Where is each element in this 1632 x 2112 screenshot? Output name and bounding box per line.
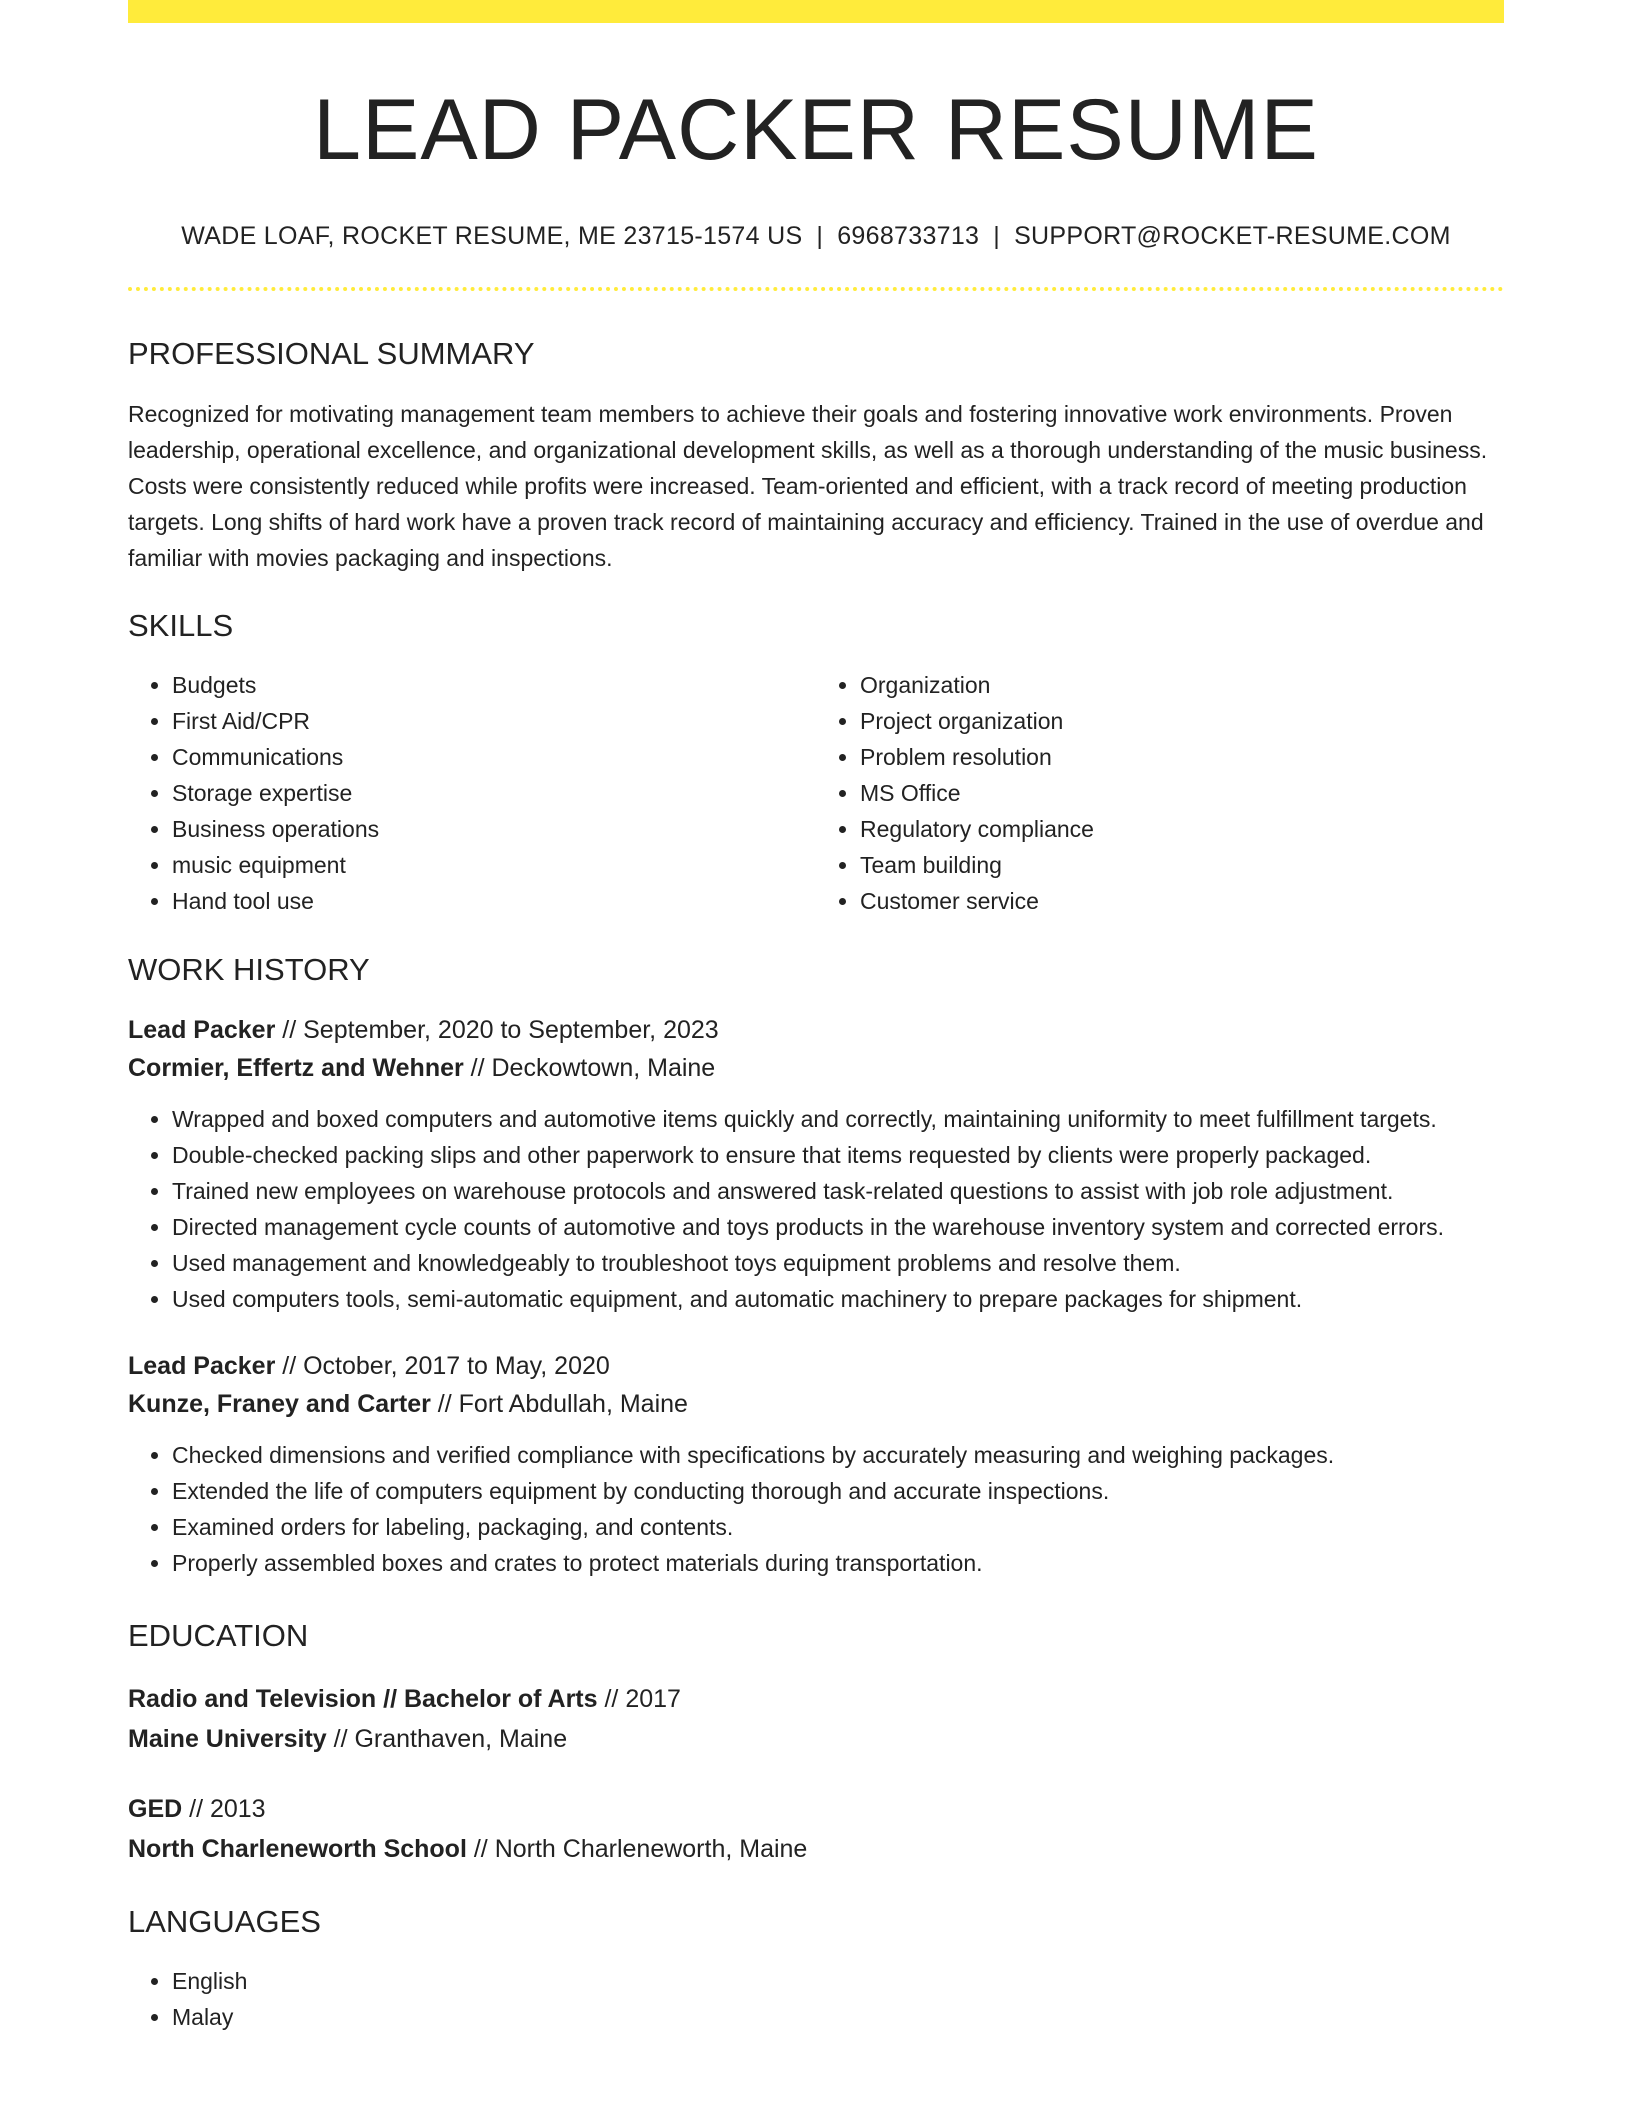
job-title: Lead Packer — [128, 1015, 276, 1044]
skill-item: • Organization — [860, 667, 1504, 703]
job-bullet: • Trained new employees on warehouse protocols and answered task-related questions to assist with job role adjustment. — [172, 1173, 1504, 1209]
contact-separator: | — [993, 221, 1001, 250]
language-item: • English — [172, 1963, 1504, 1999]
skill-item: • Customer service — [860, 883, 1504, 919]
skill-item: • music equipment — [172, 847, 816, 883]
skill-item: • Budgets — [172, 667, 816, 703]
skill-item: • MS Office — [860, 775, 1504, 811]
skill-item: • Hand tool use — [172, 883, 816, 919]
job-bullet: • Properly assembled boxes and crates to protect materials during transportation. — [172, 1545, 1504, 1581]
contact-address: WADE LOAF, ROCKET RESUME, ME 23715-1574 US — [181, 221, 803, 250]
job-bullet: • Double-checked packing slips and other paperwork to ensure that items requested by clients were properly packaged. — [172, 1137, 1504, 1173]
job-header — [128, 1347, 1504, 1423]
summary-heading: PROFESSIONAL SUMMARY — [128, 335, 535, 371]
education-entry — [128, 1679, 1504, 1759]
skill-item: • Business operations — [172, 811, 816, 847]
job-company: Kunze, Franey and Carter — [128, 1389, 431, 1418]
education-location: // North Charleneworth, Maine — [466, 1834, 808, 1863]
top-accent-bar — [128, 0, 1504, 23]
job-bullet: • Used computers tools, semi-automatic equipment, and automatic machinery to prepare packages for shipment. — [172, 1281, 1504, 1317]
contact-separator: | — [816, 221, 824, 250]
job-bullet: • Extended the life of computers equipment by conducting thorough and accurate inspections. — [172, 1473, 1504, 1509]
education-heading: EDUCATION — [128, 1617, 309, 1653]
dotted-divider — [128, 287, 1504, 291]
education-entry — [128, 1789, 1504, 1869]
education-school: Maine University — [128, 1724, 327, 1753]
skill-item: • Storage expertise — [172, 775, 816, 811]
education-location: // Granthaven, Maine — [326, 1724, 568, 1753]
skill-item: • Problem resolution — [860, 739, 1504, 775]
job-dates: // September, 2020 to September, 2023 — [275, 1015, 719, 1044]
skill-item: • Team building — [860, 847, 1504, 883]
work-history-heading: WORK HISTORY — [128, 951, 370, 987]
job-company: Cormier, Effertz and Wehner — [128, 1053, 464, 1082]
skills-heading: SKILLS — [128, 607, 234, 643]
job-bullet: • Wrapped and boxed computers and automotive items quickly and correctly, maintaining uniformity to meet fulfillment targets. — [172, 1101, 1504, 1137]
skill-item: • Project organization — [860, 703, 1504, 739]
skill-item: • Regulatory compliance — [860, 811, 1504, 847]
resume-title: LEAD PACKER RESUME — [313, 82, 1319, 178]
job-location: // Deckowtown, Maine — [463, 1053, 716, 1082]
skill-item: • First Aid/CPR — [172, 703, 816, 739]
language-item: • Malay — [172, 1999, 1504, 2035]
summary-text: Recognized for motivating management team members to achieve their goals and fostering innovative work environments. Proven leadership, operational excellence, and organizational development skills, as well as a thorough understanding of the music business. Costs were consistently reduced while profits were increased. Team-oriented and efficient, with a track record of meeting production targets. Long shifts of hard work have a proven track record of maintaining accuracy and efficiency. Trained in the use of overdue and familiar with movies packaging and inspections. — [128, 400, 1488, 571]
job-location: // Fort Abdullah, Maine — [430, 1389, 688, 1418]
job-bullet: • Directed management cycle counts of automotive and toys products in the warehouse inventory system and corrected errors. — [172, 1209, 1504, 1245]
job-bullets — [128, 1101, 1504, 1317]
job-bullet: • Examined orders for labeling, packaging, and contents. — [172, 1509, 1504, 1545]
job-header — [128, 1011, 1504, 1087]
skills-column-left — [128, 667, 816, 919]
resume-page — [128, 0, 1504, 2035]
education-school: North Charleneworth School — [128, 1834, 467, 1863]
languages-heading: LANGUAGES — [128, 1903, 321, 1939]
education-year: // 2013 — [182, 1794, 266, 1823]
contact-phone[interactable]: 6968733713 — [837, 221, 980, 250]
skills-column-right — [816, 667, 1504, 919]
skill-item: • Communications — [172, 739, 816, 775]
languages-list — [128, 1963, 1504, 2035]
education-year: // 2017 — [597, 1684, 681, 1713]
job-bullet: • Checked dimensions and verified compliance with specifications by accurately measuring and weighing packages. — [172, 1437, 1504, 1473]
education-degree: GED — [128, 1794, 183, 1823]
job-title: Lead Packer — [128, 1351, 276, 1380]
job-bullet: • Used management and knowledgeably to troubleshoot toys equipment problems and resolve them. — [172, 1245, 1504, 1281]
education-degree: Radio and Television // Bachelor of Arts — [128, 1684, 598, 1713]
contact-line — [128, 220, 1504, 252]
job-dates: // October, 2017 to May, 2020 — [275, 1351, 610, 1380]
contact-email[interactable]: SUPPORT@ROCKET-RESUME.COM — [1014, 221, 1451, 250]
job-bullets — [128, 1437, 1504, 1581]
skills-list — [128, 667, 1504, 919]
